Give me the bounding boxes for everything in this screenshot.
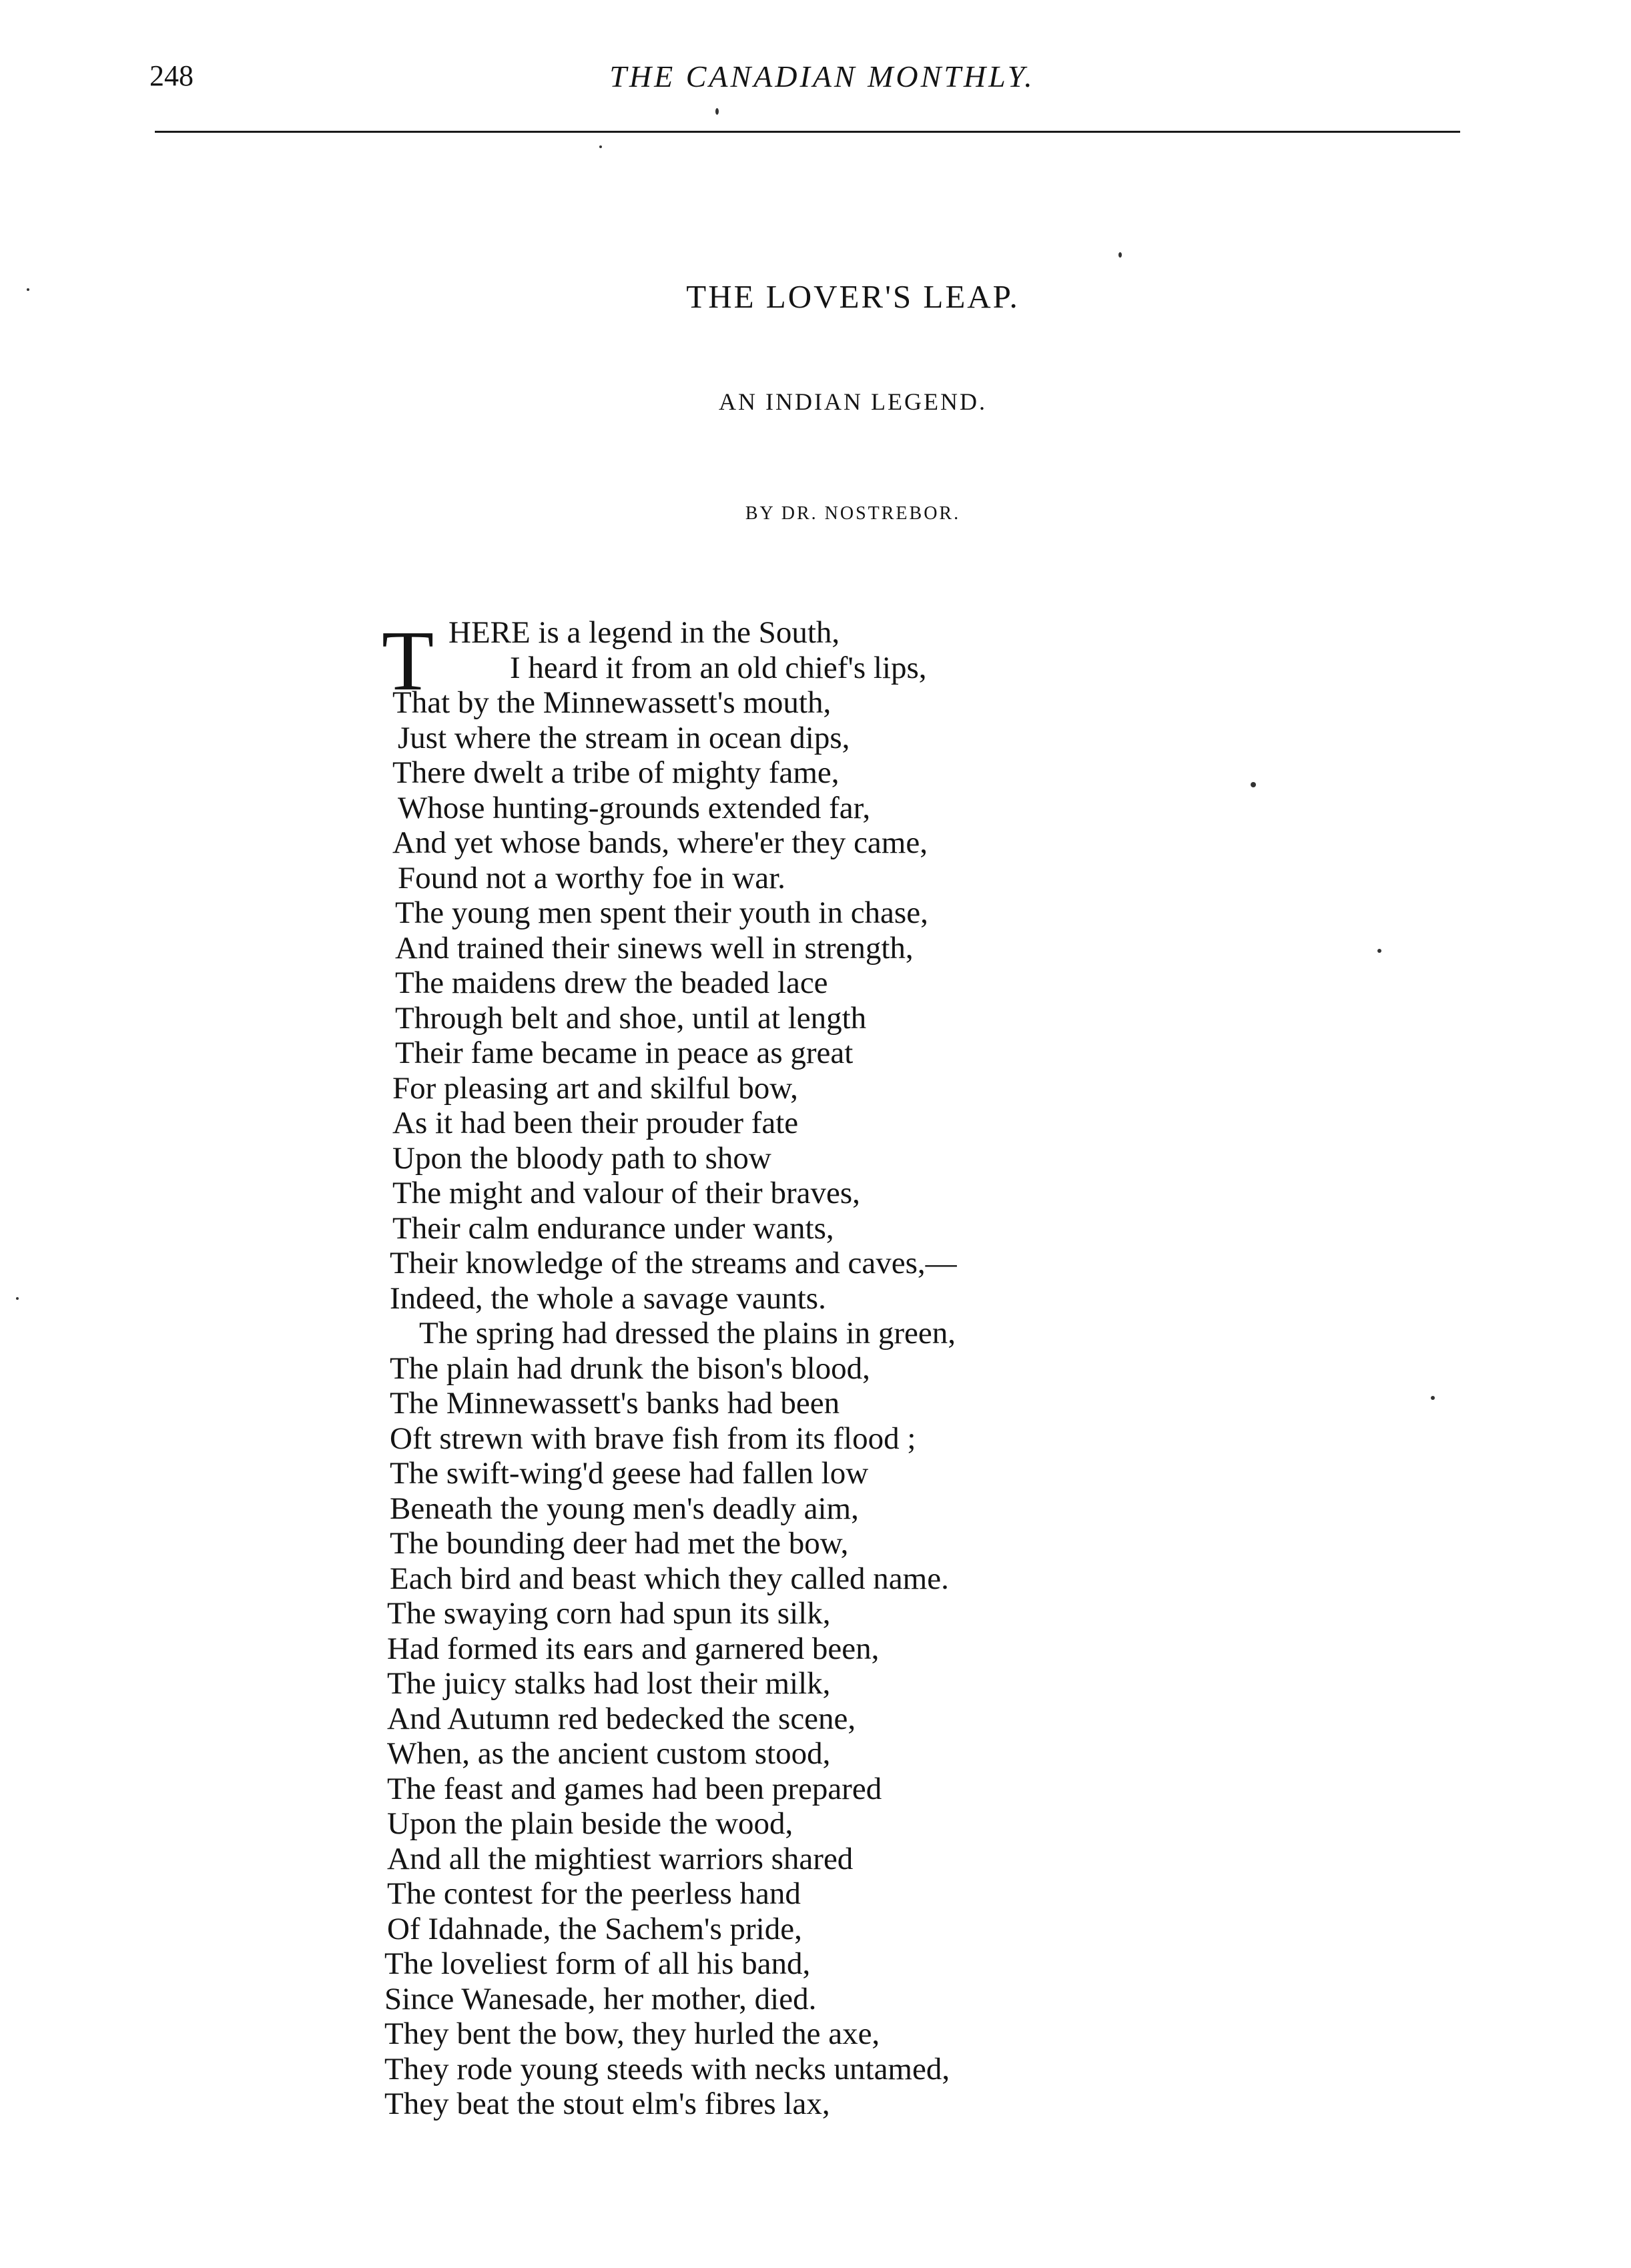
- poem-line: Oft strewn with brave fish from its flood ;: [390, 1421, 916, 1456]
- poem-line: The young men spent their youth in chase,: [395, 895, 928, 930]
- poem-line: Through belt and shoe, until at length: [395, 1000, 867, 1036]
- poem-line: Upon the plain beside the wood,: [387, 1806, 793, 1841]
- poem-line: When, as the ancient custom stood,: [387, 1736, 831, 1771]
- poem-line: Found not a worthy foe in war.: [398, 860, 785, 895]
- poem-line: That by the Minnewassett's mouth,: [392, 685, 832, 720]
- poem-line: And trained their sinews well in strength,: [395, 930, 914, 966]
- poem-line: Just where the stream in ocean dips,: [398, 720, 850, 755]
- poem-line: Each bird and beast which they called name.: [390, 1561, 949, 1596]
- poem-line: The swaying corn had spun its silk,: [387, 1596, 831, 1631]
- poem-body: [382, 615, 1249, 2122]
- poem-line: Indeed, the whole a savage vaunts.: [390, 1280, 826, 1316]
- poem-line: The plain had drunk the bison's blood,: [390, 1351, 870, 1386]
- poem-subtitle: AN INDIAN LEGEND.: [719, 388, 987, 415]
- poem-line: HERE is a legend in the South,: [448, 615, 840, 650]
- poem-line: The spring had dressed the plains in green,: [419, 1316, 956, 1351]
- poem-line: For pleasing art and skilful bow,: [392, 1070, 798, 1106]
- poem-line: The contest for the peerless hand: [387, 1876, 801, 1911]
- poem-line: As it had been their prouder fate: [392, 1106, 799, 1140]
- poem-line: Their calm endurance under wants,: [392, 1210, 834, 1246]
- poem-line: Of Idahnade, the Sachem's pride,: [387, 1911, 802, 1946]
- poem-line: Their knowledge of the streams and caves,—: [390, 1246, 957, 1280]
- scan-speck: [16, 1297, 19, 1300]
- header-rule: [155, 131, 1460, 133]
- scan-speck: [599, 145, 602, 148]
- running-head: THE CANADIAN MONTHLY.: [609, 59, 1035, 93]
- poem-line: The maidens drew the beaded lace: [395, 966, 828, 1000]
- scan-speck: [715, 108, 719, 115]
- poem-line: Since Wanesade, her mother, died.: [384, 1981, 817, 2016]
- poem-line: The might and valour of their braves,: [392, 1176, 860, 1210]
- poem-line: The juicy stalks had lost their milk,: [387, 1666, 831, 1701]
- poem-line: The Minnewassett's banks had been: [390, 1386, 840, 1421]
- byline: BY DR. NOSTREBOR.: [745, 503, 961, 524]
- poem-line: Had formed its ears and garnered been,: [387, 1631, 880, 1666]
- poem-line: The feast and games had been prepared: [387, 1771, 882, 1806]
- scan-speck: [1251, 782, 1256, 787]
- scan-speck: [27, 288, 29, 291]
- poem-line: Their fame became in peace as great: [395, 1036, 854, 1070]
- poem-line: The loveliest form of all his band,: [384, 1946, 811, 1981]
- poem-line: There dwelt a tribe of mighty fame,: [392, 755, 840, 790]
- poem-line: Whose hunting-grounds extended far,: [398, 790, 871, 825]
- poem-title: THE LOVER'S LEAP.: [686, 278, 1020, 315]
- poem-line: They beat the stout elm's fibres lax,: [384, 2087, 830, 2121]
- poem-line: And yet whose bands, where'er they came,: [392, 825, 928, 860]
- poem-line: And all the mightiest warriors shared: [387, 1841, 854, 1876]
- poem-line: They rode young steeds with necks untamed,: [384, 2051, 950, 2087]
- poem-line: They bent the bow, they hurled the axe,: [384, 2016, 880, 2051]
- poem-line: The swift-wing'd geese had fallen low: [390, 1456, 869, 1491]
- poem-line: Beneath the young men's deadly aim,: [390, 1491, 859, 1526]
- page-number: 248: [149, 59, 194, 92]
- poem-line: The bounding deer had met the bow,: [390, 1526, 849, 1561]
- scan-speck: [1118, 252, 1122, 258]
- poem-line: Upon the bloody path to show: [392, 1140, 771, 1176]
- scan-speck: [1431, 1396, 1435, 1400]
- poem-line: And Autumn red bedecked the scene,: [387, 1701, 856, 1736]
- drop-cap: T: [382, 613, 434, 708]
- poem-line: I heard it from an old chief's lips,: [510, 650, 927, 685]
- scan-speck: [1377, 949, 1381, 953]
